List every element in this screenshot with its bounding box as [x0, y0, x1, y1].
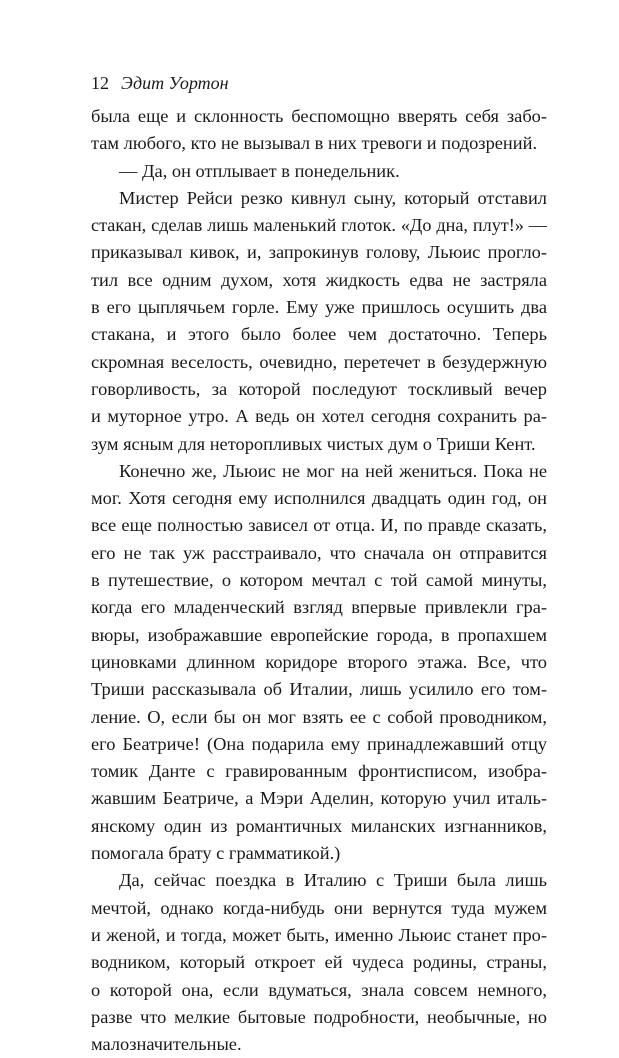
- text-line: в его цыплячьем горле. Ему уже пришлось осушить два: [91, 297, 547, 318]
- text-line: — Да, он отплывает в понедельник.: [119, 160, 400, 181]
- text-line: помогала брату с грамматикой.): [91, 843, 341, 864]
- text-line: приказывал кивок, и, запрокинув голову, Льюис прогло-: [91, 242, 547, 263]
- text-line: стакана, и этого было более чем достаточно. Теперь: [91, 324, 547, 345]
- text-line: когда его младенческий взгляд впервые привлекли гра-: [91, 597, 547, 618]
- text-line: вюры, изображавшие европейские города, в пропахшем: [91, 624, 547, 645]
- text-line: о которой она, если вдуматься, знала совсем немного,: [91, 979, 547, 1000]
- text-line: была еще и склонность беспомощно вверять себя забо-: [91, 106, 547, 126]
- text-line: Конечно же, Льюис не мог на ней жениться. Пока не: [119, 460, 547, 481]
- text-line: там любого, кто не вызывал в них тревоги и подозрений.: [91, 133, 538, 154]
- text-line: все еще полностью зависел от отца. И, по правде сказать,: [91, 515, 547, 536]
- text-line: малозначительные.: [91, 1034, 242, 1055]
- running-header: [91, 71, 229, 95]
- text-line: Мистер Рейси резко кивнул сыну, который отставил: [119, 187, 547, 208]
- text-line: тил все одним духом, хотя жидкость едва не застряла: [91, 269, 547, 290]
- text-line: томик Данте с гравированным фронтисписом, изобра-: [91, 761, 547, 782]
- text-line: его не так уж расстраивало, что сначала он отправится: [91, 542, 547, 563]
- text-line: зум ясным для неторопливых чистых дум о Триши Кент.: [91, 433, 536, 454]
- text-line: и муторное утро. А ведь он хотел сегодня сохранить ра-: [91, 406, 547, 427]
- text-line: мечтой, однако когда-нибудь они вернутся туда мужем: [91, 897, 547, 918]
- text-line: его Беатриче! (Она подарила ему принадлежавший отцу: [91, 733, 547, 754]
- text-line: говорливость, за которой последуют тоскливый вечер: [91, 378, 547, 399]
- running-header-author: Эдит Уортон: [121, 73, 229, 93]
- body-text: [91, 103, 547, 1058]
- text-line: Да, сейчас поездка в Италию с Триши была лишь: [119, 870, 547, 891]
- text-line: ление. О, если бы он мог взять ее с собой проводником,: [91, 706, 547, 727]
- text-line: стакан, сделав лишь маленький глоток. «До дна, плут!» —: [91, 215, 547, 236]
- text-line: разве что мелкие бытовые подробности, необычные, но: [91, 1006, 547, 1027]
- text-line: мог. Хотя сегодня ему исполнился двадцать один год, он: [91, 488, 547, 509]
- text-line: Триши рассказывала об Италии, лишь усилило его том-: [91, 679, 547, 700]
- text-line: циновками длинном коридоре второго этажа. Все, что: [91, 651, 547, 672]
- page-number: 12: [91, 73, 109, 93]
- text-line: водником, который откроет ей чудеса родины, страны,: [91, 952, 547, 973]
- text-line: в путешествие, о котором мечтал с той самой минуты,: [91, 570, 547, 591]
- text-line: янскому один из романтичных миланских изгнанников,: [91, 815, 547, 836]
- text-line: и женой, и тогда, может быть, именно Льюис станет про-: [91, 924, 547, 945]
- text-line: жавшим Беатриче, а Мэри Аделин, которую учил италь-: [91, 788, 547, 809]
- text-line: скромная веселость, очевидно, перетечет в безудержную: [91, 351, 547, 372]
